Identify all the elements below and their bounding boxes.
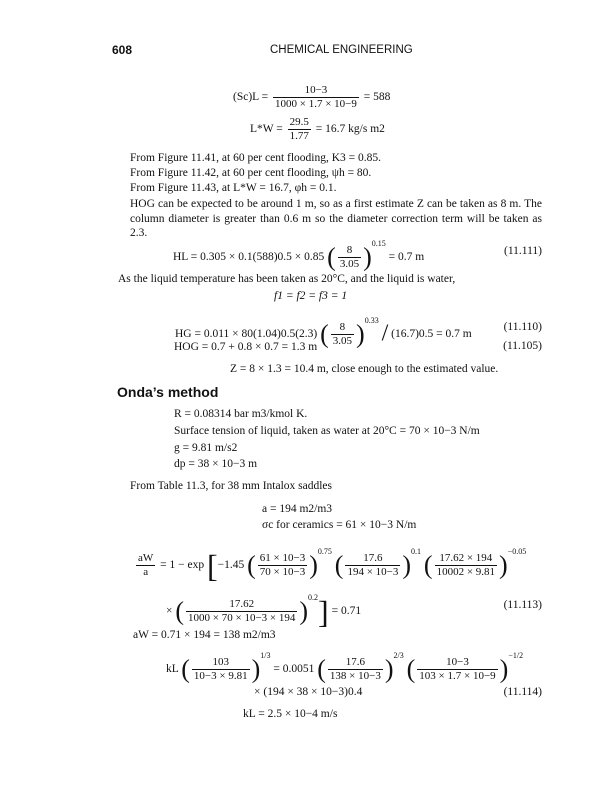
fraction bbox=[192, 656, 250, 683]
onda-surface-tension: Surface tension of liquid, taken as water at 20°C = 70 × 10−3 N/m bbox=[174, 425, 480, 437]
figure-line-1: From Figure 11.41, at 60 per cent flooding, K3 = 0.85. bbox=[130, 152, 382, 164]
close-paren: ) bbox=[402, 550, 412, 580]
denominator: a bbox=[136, 565, 155, 579]
close-paren: ) bbox=[299, 596, 309, 626]
exponent: −1/2 bbox=[508, 651, 524, 660]
fraction bbox=[328, 656, 383, 683]
open-paren: ( bbox=[181, 654, 190, 684]
numerator: 17.62 × 194 bbox=[439, 551, 493, 564]
eq-term: (16.7)0.5 bbox=[391, 328, 434, 340]
denominator: 70 × 10−3 bbox=[259, 565, 306, 578]
equation-kl-value: kL = 2.5 × 10−4 m/s bbox=[243, 708, 338, 720]
numerator: 17.6 bbox=[345, 655, 365, 668]
onda-g: g = 9.81 m/s2 bbox=[174, 442, 238, 454]
numerator: 61 × 10−3 bbox=[259, 551, 306, 564]
open-paren: ( bbox=[334, 550, 344, 580]
equation-sigma: σc for ceramics = 61 × 10−3 N/m bbox=[262, 519, 417, 531]
open-paren: ( bbox=[247, 550, 256, 580]
hog-paragraph: HOG can be expected to be around 1 m, so as a first estimate Z can be taken as 8 m. The column diameter is greater than 0.6 m so the diameter correction term will be taken as 2.3. bbox=[130, 198, 542, 239]
eq-rhs: = 0.7 m bbox=[388, 251, 425, 263]
exponent: 0.75 bbox=[317, 547, 332, 556]
onda-r: R = 0.08314 bar m3/kmol K. bbox=[174, 408, 308, 420]
figure-line-3: From Figure 11.43, at L*W = 16.7, φh = 0.1. bbox=[130, 182, 337, 194]
eq-rhs: = 16.7 kg/s m2 bbox=[315, 123, 385, 136]
coefficient: −1.45 bbox=[217, 559, 245, 571]
fraction bbox=[338, 244, 361, 271]
section-title: Onda’s method bbox=[117, 384, 219, 400]
liquid-line: As the liquid temperature has been taken as 20°C, and the liquid is water, bbox=[118, 273, 456, 285]
numerator: 17.62 bbox=[229, 597, 255, 610]
close-paren: ) bbox=[499, 550, 508, 580]
open-paren: ( bbox=[175, 596, 185, 626]
close-paren: ) bbox=[363, 242, 372, 272]
exponent: −0.05 bbox=[507, 547, 527, 556]
equation-aw-value: aW = 0.71 × 194 = 138 m2/m3 bbox=[133, 629, 276, 641]
exponent: 0.2 bbox=[308, 593, 319, 602]
close-paren: ) bbox=[251, 654, 261, 684]
fraction bbox=[417, 656, 497, 683]
fraction bbox=[345, 552, 400, 579]
exponent: 0.1 bbox=[411, 547, 422, 556]
equation-aw-line2 bbox=[166, 590, 362, 630]
denominator: 10002 × 9.81 bbox=[436, 565, 496, 578]
equation-aw bbox=[134, 544, 527, 584]
denominator: 1000 × 70 × 10−3 × 194 bbox=[188, 611, 296, 624]
divide-slash: / bbox=[381, 320, 389, 347]
page-number: 608 bbox=[112, 43, 133, 57]
open-bracket: [ bbox=[206, 547, 218, 584]
eq-lhs: HL = 0.305 × 0.1(588)0.5 × 0.85 bbox=[173, 251, 325, 263]
open-paren: ( bbox=[317, 654, 326, 684]
equation-kl-line2: × (194 × 38 × 10−3)0.4 bbox=[254, 686, 363, 698]
denominator: 3.05 bbox=[339, 257, 360, 270]
denominator: 138 × 10−3 bbox=[329, 669, 381, 682]
equation-a: a = 194 m2/m3 bbox=[262, 503, 333, 515]
fraction bbox=[273, 84, 359, 111]
open-paren: ( bbox=[320, 319, 329, 349]
open-paren: ( bbox=[423, 550, 433, 580]
close-bracket: ] bbox=[318, 593, 329, 630]
denominator: 103 × 1.7 × 10−9 bbox=[419, 669, 496, 682]
eq-lhs: kL bbox=[166, 663, 179, 675]
eq-result: = 0.71 bbox=[331, 605, 362, 617]
equation-f: f1 = f2 = f3 = 1 bbox=[274, 290, 348, 302]
figure-line-2: From Figure 11.42, at 60 per cent flooding, ψh = 80. bbox=[130, 167, 372, 179]
equation-schmidt bbox=[233, 84, 390, 111]
open-paren: ( bbox=[406, 654, 416, 684]
equation-kl bbox=[166, 648, 523, 683]
numerator: 10−3 bbox=[304, 84, 328, 96]
denominator: 194 × 10−3 bbox=[347, 565, 399, 578]
numerator: aW bbox=[138, 551, 154, 564]
exponent: 0.33 bbox=[364, 316, 379, 325]
eq-mid: = 0.0051 bbox=[273, 663, 315, 675]
close-paren: ) bbox=[309, 550, 318, 580]
open-paren: ( bbox=[327, 242, 336, 272]
numerator: 8 bbox=[339, 320, 346, 333]
eq-lhs: L*W = bbox=[250, 123, 283, 136]
equation-number: (11.113) bbox=[503, 599, 542, 611]
equation-hl bbox=[173, 236, 424, 271]
numerator: 29.5 bbox=[289, 116, 309, 128]
denominator: 10−3 × 9.81 bbox=[193, 669, 248, 682]
exponent: 1/3 bbox=[260, 651, 271, 660]
eq-lhs: HG = 0.011 × 80(1.04)0.5(2.3) bbox=[175, 328, 318, 340]
denominator: 1.77 bbox=[289, 130, 309, 142]
fraction bbox=[258, 552, 307, 579]
table-line: From Table 11.3, for 38 mm Intalox saddles bbox=[130, 480, 333, 492]
equation-liquid-rate bbox=[250, 116, 385, 143]
numerator: 17.6 bbox=[363, 551, 383, 564]
denominator: 1000 × 1.7 × 10−9 bbox=[275, 98, 357, 110]
eq-operator: = 1 − exp bbox=[160, 559, 205, 571]
exponent: 0.15 bbox=[371, 239, 386, 248]
numerator: 103 bbox=[212, 655, 229, 668]
equation-number: (11.114) bbox=[503, 686, 542, 698]
equation-z: Z = 8 × 1.3 = 10.4 m, close enough to the estimated value. bbox=[230, 363, 499, 375]
close-paren: ) bbox=[499, 654, 509, 684]
onda-dp: dp = 38 × 10−3 m bbox=[174, 458, 258, 470]
fraction bbox=[136, 552, 155, 579]
eq-lhs: (Sc)L = bbox=[233, 91, 269, 104]
running-title: CHEMICAL ENGINEERING bbox=[270, 44, 413, 56]
fraction bbox=[288, 116, 311, 143]
exponent: 2/3 bbox=[393, 651, 404, 660]
fraction bbox=[186, 598, 297, 625]
fraction bbox=[435, 552, 497, 579]
equation-number: (11.105) bbox=[503, 340, 542, 352]
close-paren: ) bbox=[384, 654, 394, 684]
eq-rhs: = 588 bbox=[363, 91, 391, 104]
equation-hog: HOG = 0.7 + 0.8 × 0.7 = 1.3 m bbox=[174, 341, 318, 353]
numerator: 8 bbox=[346, 243, 353, 256]
equation-number: (11.110) bbox=[503, 321, 542, 333]
numerator: 10−3 bbox=[446, 655, 469, 668]
eq-rhs: = 0.7 m bbox=[436, 328, 472, 340]
fraction bbox=[331, 321, 354, 348]
denominator: 3.05 bbox=[332, 334, 353, 347]
close-paren: ) bbox=[356, 319, 365, 349]
equation-number: (11.111) bbox=[503, 245, 542, 257]
times-sign: × bbox=[166, 605, 173, 617]
